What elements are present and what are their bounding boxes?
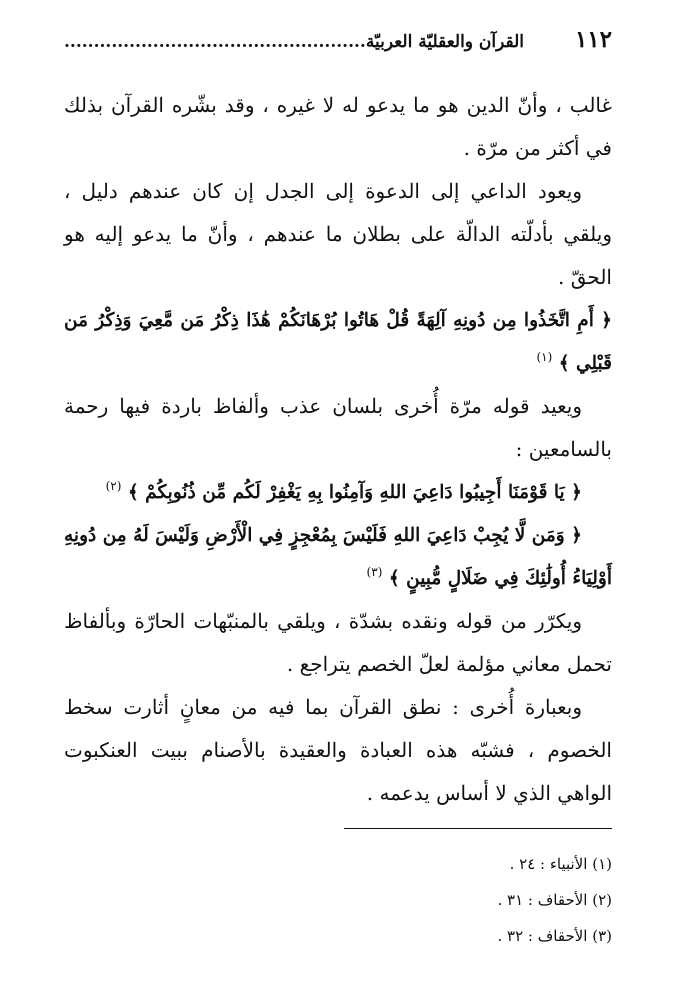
quran-verse-3 bbox=[64, 514, 612, 600]
verse-1-text: ﴿ أَمِ اتَّخَذُوا مِن دُونِهِ آلِهَةً قُلْ هَاتُوا بُرْهَانَكُمْ هَٰذَا ذِكْرُ مَن مَّعِيَ وَذِكْرُ مَن قَبْلِي ﴾ bbox=[64, 310, 612, 374]
quran-verse-1 bbox=[64, 299, 612, 385]
running-head bbox=[64, 32, 524, 52]
footnote-2: (٢) الأحقاف : ٣١ . bbox=[497, 891, 612, 909]
paragraph-2: ويعود الداعي إلى الدعوة إلى الجدل إن كان عندهم دليل ، ويلقي بأدلّته الدالّة على بطلان ما عندهم ، وأنّ ما يدعو إليه هو الحقّ . bbox=[64, 179, 612, 289]
verse-2-text: ﴿ يَا قَوْمَنَا أَجِيبُوا دَاعِيَ اللهِ وَآمِنُوا بِهِ يَغْفِرْ لَكُم مِّن ذُنُوبِكُمْ ﴾ bbox=[127, 482, 582, 503]
paragraph-4: ويكرّر من قوله ونقده بشدّة ، ويلقي بالمنبّهات الحارّة وبألفاظ تحمل معاني مؤلمة لعلّ الخصم يتراجع . bbox=[64, 609, 612, 676]
paragraph-1: غالب ، وأنّ الدين هو ما يدعو له لا غيره ، وقد بشّره القرآن بذلك في أكثر من مرّة . bbox=[64, 93, 612, 160]
footnote-separator bbox=[344, 828, 612, 829]
footnote-ref-3: (٣) bbox=[366, 565, 383, 579]
footnote-ref-1: (١) bbox=[536, 350, 553, 364]
paragraph-3: ويعيد قوله مرّة أُخرى بلسان عذب وألفاظ باردة فيها رحمة بالسامعين : bbox=[64, 394, 612, 461]
footnote-3: (٣) الأحقاف : ٣٢ . bbox=[497, 927, 612, 945]
book-page bbox=[64, 26, 612, 966]
body-text bbox=[64, 84, 612, 815]
quran-verse-2 bbox=[64, 471, 612, 514]
header-leader: ................................................... bbox=[64, 32, 366, 52]
footnote-ref-2: (٢) bbox=[105, 479, 122, 493]
page-number: ١١٢ bbox=[574, 26, 612, 53]
verse-3-text: ﴿ وَمَن لَّا يُجِبْ دَاعِيَ اللهِ فَلَيْسَ بِمُعْجِزٍ فِي الْأَرْضِ وَلَيْسَ لَهُ مِن دُونِهِ أَوْلِيَاءُ أُولَٰئِكَ فِي ضَلَالٍ مُّبِينٍ ﴾ bbox=[64, 525, 612, 589]
footnote-1: (١) الأنبياء : ٢٤ . bbox=[509, 855, 612, 873]
footnotes bbox=[64, 846, 612, 954]
paragraph-5: وبعبارة أُخرى : نطق القرآن بما فيه من معانٍ أثارت سخط الخصوم ، فشبّه هذه العبادة والعقيدة بالأصنام ببيت العنكبوت الواهي الذي لا أساس يدعمه . bbox=[64, 695, 612, 805]
running-head-title: القرآن والعقليّة العربيّة bbox=[365, 32, 525, 52]
page-header bbox=[64, 26, 612, 66]
